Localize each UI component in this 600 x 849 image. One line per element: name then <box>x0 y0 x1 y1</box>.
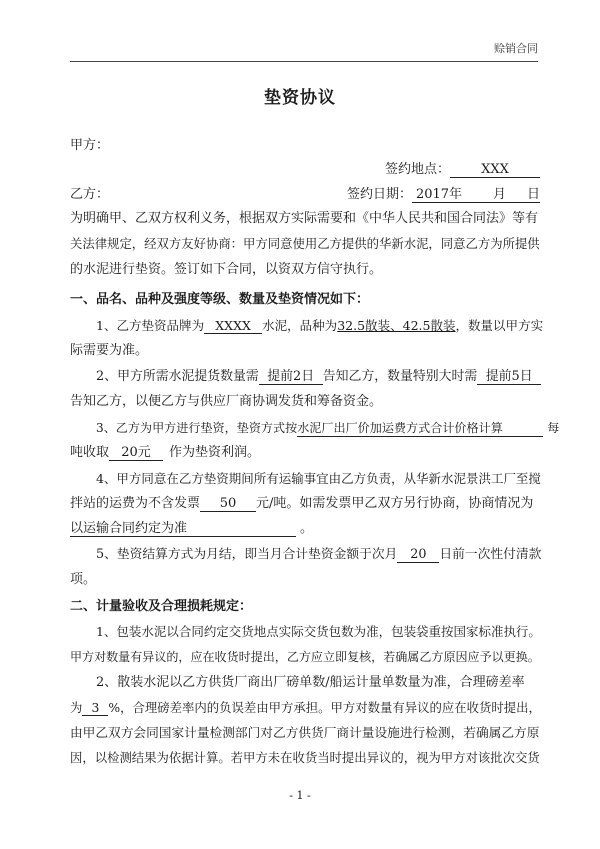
s1-p1-text-c: ，数量以甲方实 <box>455 318 544 333</box>
s1-p3-text-c: 吨收取 <box>70 445 110 460</box>
intro-line-2: 关法律规定，经双方友好协商：甲方同意使用乙方提供的华新水泥，同意乙方为所提供 <box>70 237 540 251</box>
document-title: 垫资协议 <box>264 88 336 108</box>
sign-date <box>347 186 540 204</box>
s1-p5-line-1 <box>70 546 540 564</box>
party-b-label: 乙方： <box>70 187 110 202</box>
s1-p2-v2: 提前5日 <box>477 369 541 385</box>
s1-p3-line-2 <box>70 444 540 462</box>
sign-date-month: 月 <box>466 187 506 203</box>
party-a-line: 甲方： <box>70 138 110 153</box>
s2-p2-line-3: 由甲乙双方会同国家计量检测部门对乙方供货厂商计量设施进行检测，若确属乙方原 <box>70 725 540 740</box>
s2-p2-text-a: 为 <box>70 700 83 715</box>
intro-line-1: 为明确甲、乙双方权利义务，根据双方实际需要和《中华人民共和国合同法》等有 <box>70 211 539 226</box>
s2-p2-line-2 <box>70 699 540 717</box>
s1-p1-kinds: 32.5散装、42.5散装 <box>337 318 456 333</box>
s1-p4-text-c: 。 <box>300 521 314 536</box>
s2-p2-line-4: 因，以检测结果为依据计算。若甲方未在收货当时提出异议的，视为甲方对该批次交货 <box>70 751 540 765</box>
s2-p2-line-1: 2、散装水泥以乙方供货厂商出厂磅单数/船运计量单数量为准，合理磅差率 <box>96 675 525 690</box>
s1-p3-amount: 20元 <box>109 445 163 461</box>
s1-p4-fee: 50 <box>200 496 256 512</box>
sign-place-label: 签约地点： <box>384 162 450 177</box>
s1-p5-text-b: 日前一次性付清款 <box>439 547 542 562</box>
s1-p1-text-b: 水泥，品种为 <box>262 318 338 333</box>
header-rule <box>70 61 538 62</box>
sign-place-line <box>70 161 540 179</box>
s1-p3-line-1 <box>70 419 560 437</box>
s1-p2-line-1 <box>70 368 540 386</box>
party-b-line <box>70 186 540 204</box>
s1-p3-text-a: 3、乙方为甲方进行垫资，垫资方式按 <box>96 421 298 435</box>
s1-p4-text-b: 元/吨。如需发票甲乙双方另行协商，协商情况为 <box>256 496 534 511</box>
s1-p1-brand: XXXX <box>204 318 262 334</box>
s1-p2-line-2: 告知乙方，以便乙方与供应厂商协调发货和筹备资金。 <box>70 394 383 409</box>
s1-p2-text-a: 2、甲方所需水泥提货数量需 <box>96 369 259 384</box>
s1-p4-text-a: 拌站的运费为不含发票 <box>70 496 201 511</box>
sign-date-label: 签约日期： <box>346 187 412 202</box>
header-tag: 赊销合同 <box>494 42 538 55</box>
s2-p2-text-b: %，合理磅差率内的负误差由甲方承担。甲方对数量有异议的应在收货时提出， <box>108 700 541 715</box>
s1-p4-line-3 <box>70 520 540 538</box>
s2-p2-rate: 3 <box>82 700 108 716</box>
s1-p3-method: 水泥厂出厂价加运费方式合计价格计算 <box>297 421 543 437</box>
s1-p4-note: 以运输合同约定为准 <box>70 521 296 537</box>
s1-p3-text-b: 每 <box>547 421 560 435</box>
s1-p3-text-d: 作为垫资利润。 <box>169 445 261 460</box>
s2-p1-line-1: 1、包装水泥以合同约定交货地点实际交货包数为准，包装袋重按国家标准执行。 <box>96 624 541 639</box>
s1-p4-line-1: 4、甲方同意在乙方垫资期间所有运输事宜由乙方负责，从华新水泥景洪工厂至搅 <box>96 471 541 486</box>
s1-p1-line-2: 际需要为准。 <box>70 343 149 358</box>
sign-place-value: XXX <box>450 162 540 178</box>
section-2-heading: 二、计量验收及合理损耗规定： <box>70 599 253 614</box>
s1-p5-day: 20 <box>397 547 439 563</box>
s1-p5-text-a: 5、垫资结算方式为月结，即当月合计垫资金额于次月 <box>96 547 398 562</box>
s1-p1-text-a: 1、乙方垫资品牌为 <box>96 318 205 333</box>
s1-p1-line-1 <box>70 317 544 335</box>
s1-p2-v1: 提前2日 <box>259 369 323 385</box>
sign-date-year: 2017年 <box>412 187 466 203</box>
page-number: - 1 - <box>289 789 311 802</box>
sign-date-day: 日 <box>506 187 540 203</box>
s2-p1-line-2: 甲方对数量有异议的，应在收货时提出，乙方应立即复核，若确属乙方原因应予以更换。 <box>70 650 540 664</box>
s1-p2-text-b: 告知乙方，数量特别大时需 <box>322 369 478 384</box>
intro-line-3: 的水泥进行垫资。签订如下合同，以资双方信守执行。 <box>70 262 383 277</box>
section-1-heading: 一、品名、品种及强度等级、数量及垫资情况如下： <box>70 292 370 307</box>
s1-p4-line-2 <box>70 495 540 513</box>
s1-p5-line-2: 项。 <box>70 572 97 587</box>
